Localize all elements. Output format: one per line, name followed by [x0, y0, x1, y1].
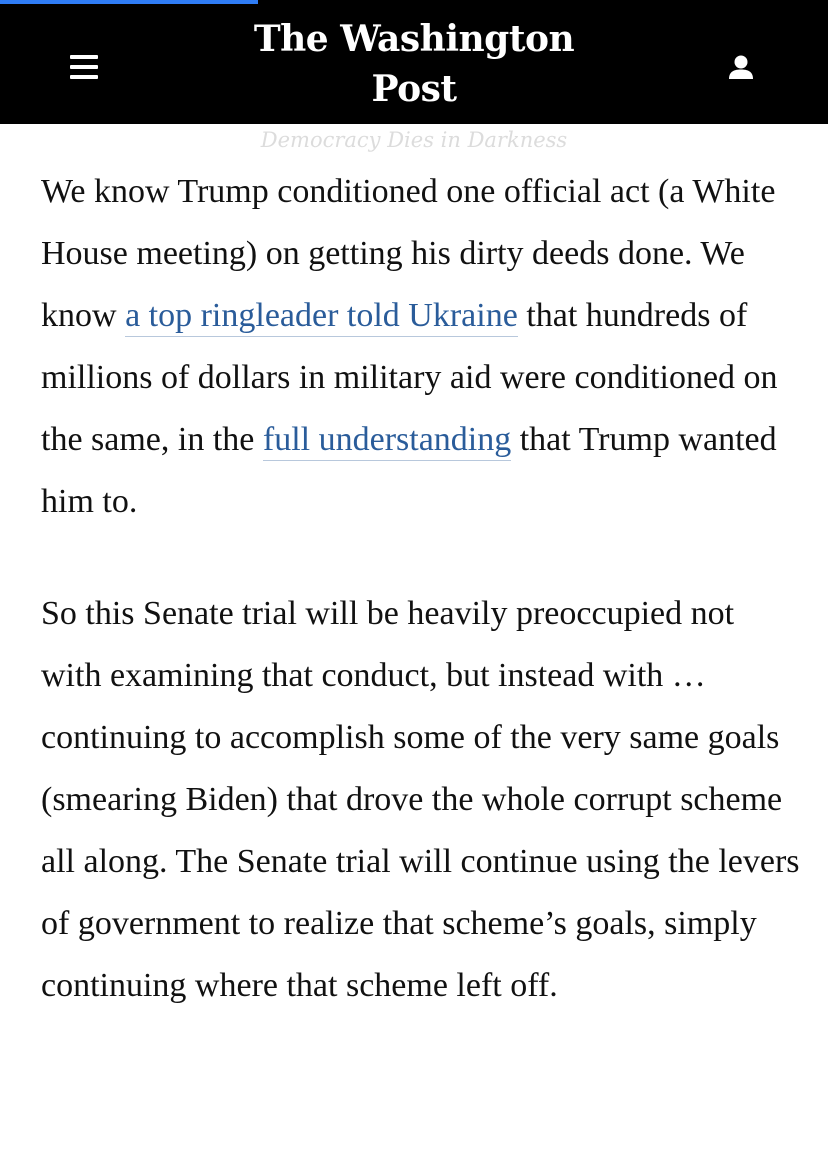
masthead — [0, 0, 828, 152]
paragraph-text: We know Trump conditioned one official act (a White House meeting) on getting his dirty deeds done. We know — [41, 173, 776, 334]
paragraph-text: that hundreds of millions of dollars in military aid were conditioned on the same, in the — [41, 297, 778, 458]
paragraph-text: that Trump wanted him to. — [41, 421, 777, 520]
site-logo[interactable]: The Washington Post — [253, 18, 575, 110]
user-icon — [724, 52, 758, 86]
menu-button[interactable] — [68, 52, 100, 82]
article-link-full-understanding[interactable]: full understanding — [263, 421, 511, 461]
article-paragraph — [41, 124, 801, 533]
article-link-ringleader[interactable]: a top ringleader told Ukraine — [125, 297, 518, 337]
article-body — [41, 124, 801, 1017]
site-tagline: Democracy Dies in Darkness — [260, 128, 568, 152]
page-loading-progress-bar — [0, 0, 258, 4]
account-button[interactable] — [724, 52, 758, 86]
article-paragraph: So this Senate trial will be heavily preoccupied not with examining that conduct, but instead with … continuing to accomplish some of the very same goals (smearing Biden) that drove the whole corrupt scheme all along. The Senate trial will continue using the levers of government to realize that scheme’s goals, simply continuing where that scheme left off. — [41, 595, 800, 1004]
